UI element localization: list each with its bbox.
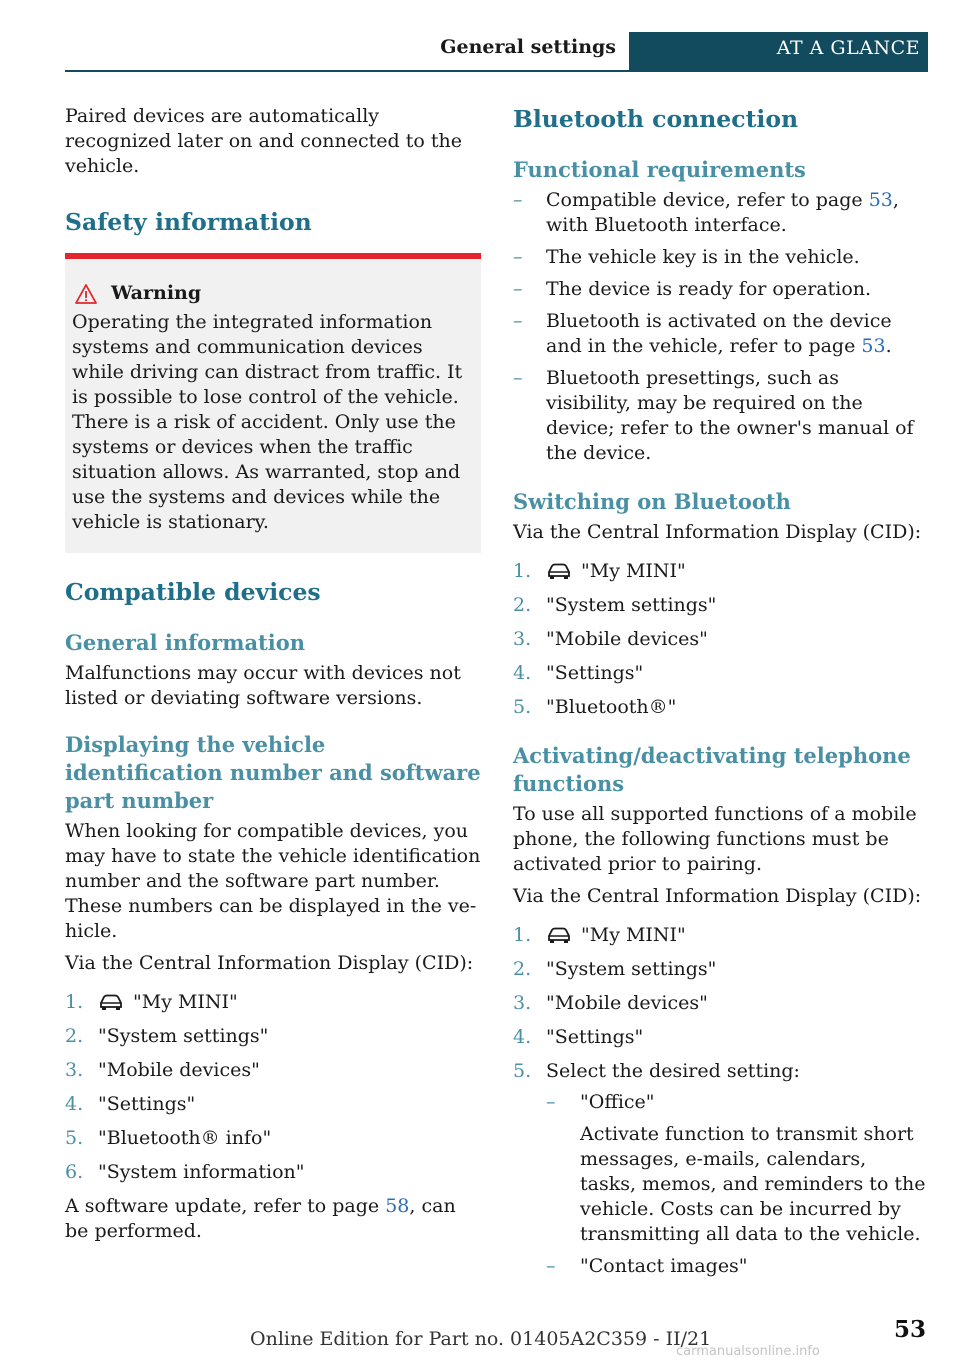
activate-body: To use all supported functions of a mobile phone, the following functions must be activated prior to pairing. xyxy=(513,803,917,875)
warning-body: Operating the integrated information systems and communication devices while driving can distract from traffic. It is possible to lose control of the vehicle. There is a risk of accident. Only use the systems or devices when the traffic situation allows. As warranted, stop and use the systems and devices while the vehicle is stationary. xyxy=(72,311,463,533)
step-text: "My MINI" xyxy=(581,924,686,946)
page-link-53[interactable]: 53 xyxy=(868,189,893,211)
right-column xyxy=(513,104,928,1288)
list-item: – The device is ready for operation. xyxy=(513,278,872,300)
vin-heading: Displaying the vehicle identification number and software part number xyxy=(65,732,481,813)
functional-requirements-heading: Functional requirements xyxy=(513,157,806,182)
activating-telephone-functions-heading: Activating/deactivating telephone functions xyxy=(513,743,911,796)
step-text: "System settings" xyxy=(546,958,717,980)
intro-paragraph: Paired devices are automatically recognized later on and connected to the vehicle. xyxy=(65,105,462,177)
list-item: – Compatible device, refer to page 53, with Bluetooth interface. xyxy=(513,189,899,236)
list-item xyxy=(65,1126,481,1151)
step-text: "My MINI" xyxy=(581,560,686,582)
list-item xyxy=(65,1160,481,1185)
via-cid-text: Via the Central Information Display (CID): xyxy=(513,521,922,543)
step-text: "Mobile devices" xyxy=(98,1059,260,1081)
step-number: 3. xyxy=(513,992,532,1014)
list-item xyxy=(65,1092,481,1117)
step-number: 1. xyxy=(513,924,532,946)
list-item xyxy=(513,1025,928,1050)
warning-title: Warning xyxy=(111,282,202,304)
list-item xyxy=(65,1024,481,1049)
step-number: 6. xyxy=(65,1161,84,1183)
left-column xyxy=(65,104,481,1251)
switching-on-bluetooth-heading: Switching on Bluetooth xyxy=(513,489,791,514)
step-text: "Mobile devices" xyxy=(546,628,708,650)
step-number: 5. xyxy=(513,1060,532,1082)
step-number: 4. xyxy=(65,1093,84,1115)
safety-heading: Safety information xyxy=(65,208,312,236)
option-label: "Contact images" xyxy=(580,1255,748,1277)
footer-edition: Online Edition for Part no. 01405A2C359 - II/21 xyxy=(250,1328,712,1350)
list-item xyxy=(513,1059,928,1279)
page-number: 53 xyxy=(894,1316,927,1343)
list-item xyxy=(513,957,928,982)
list-item xyxy=(513,991,928,1016)
step-number: 2. xyxy=(513,958,532,980)
step-number: 2. xyxy=(513,594,532,616)
step-number: 5. xyxy=(65,1127,84,1149)
software-update-text: A software update, refer to page 58, can be performed. xyxy=(65,1195,456,1242)
page-link-58[interactable]: 58 xyxy=(385,1195,410,1217)
vin-steps-list xyxy=(65,990,481,1185)
list-item xyxy=(513,559,928,584)
activate-steps-list xyxy=(513,923,928,1279)
list-item xyxy=(513,593,928,618)
step-number: 3. xyxy=(65,1059,84,1081)
step-text: "Settings" xyxy=(546,662,644,684)
list-item: – The vehicle key is in the vehicle. xyxy=(513,246,860,268)
list-item xyxy=(65,1058,481,1083)
step-text: Select the desired setting: xyxy=(546,1060,800,1082)
option-label: "Office" xyxy=(580,1091,655,1113)
step-number: 1. xyxy=(65,991,84,1013)
settings-options-list xyxy=(546,1090,928,1279)
vin-body: When looking for compatible devices, you may have to state the vehicle identification number and the software part number. These numbers can be displayed in the vehicle. xyxy=(65,820,481,942)
list-item: – "Office" Activate function to transmit short messages, e-mails, calendars, tasks, memos, and reminders to the vehicle. Costs can be incurred by transmitting all data to the vehicle. xyxy=(546,1090,928,1247)
step-text: "Bluetooth®" xyxy=(546,696,677,718)
list-item xyxy=(513,661,928,686)
step-text: "Settings" xyxy=(98,1093,196,1115)
header-section-title: General settings xyxy=(440,36,616,58)
header-rule xyxy=(65,70,928,72)
warning-box xyxy=(65,253,481,553)
step-text: "System information" xyxy=(98,1161,305,1183)
step-number: 3. xyxy=(513,628,532,650)
header-chapter-label: AT A GLANCE xyxy=(776,37,920,59)
list-item xyxy=(513,695,928,720)
car-icon xyxy=(546,562,572,580)
list-item xyxy=(513,923,928,948)
step-text: "My MINI" xyxy=(133,991,238,1013)
page-link-53[interactable]: 53 xyxy=(861,335,886,357)
step-number: 2. xyxy=(65,1025,84,1047)
option-description: Activate function to transmit short messages, e-mails, calendars, tasks, memos, and reminders to the vehicle. Costs can be incurred by transmitting all data to the vehicle. xyxy=(580,1123,926,1245)
step-number: 4. xyxy=(513,662,532,684)
list-item xyxy=(513,627,928,652)
car-icon xyxy=(98,993,124,1011)
general-information-body: Malfunctions may occur with devices not listed or deviating software versions. xyxy=(65,662,461,709)
bluetooth-connection-heading: Bluetooth connection xyxy=(513,105,799,133)
header-chapter-tab xyxy=(629,32,928,70)
via-cid-text: Via the Central Information Display (CID): xyxy=(65,952,474,974)
compatible-devices-heading: Compatible devices xyxy=(65,578,321,606)
car-icon xyxy=(546,926,572,944)
step-number: 5. xyxy=(513,696,532,718)
step-number: 4. xyxy=(513,1026,532,1048)
list-item: – Bluetooth presettings, such as visibility, may be required on the device; refer to the owner's manual of the device. xyxy=(513,367,914,464)
watermark: carmanualsonline.info xyxy=(676,1344,820,1359)
requirements-list xyxy=(513,188,928,466)
list-item: – Bluetooth is activated on the device and in the vehicle, refer to page 53. xyxy=(513,310,892,357)
list-item xyxy=(65,990,481,1015)
step-text: "System settings" xyxy=(546,594,717,616)
step-text: "Settings" xyxy=(546,1026,644,1048)
warning-triangle-icon xyxy=(75,284,97,304)
step-number: 1. xyxy=(513,560,532,582)
general-information-heading: General information xyxy=(65,630,306,655)
list-item: – "Contact images" xyxy=(546,1254,928,1279)
step-text: "System settings" xyxy=(98,1025,269,1047)
via-cid-text-2: Via the Central Information Display (CID): xyxy=(513,885,922,907)
step-text: "Bluetooth® info" xyxy=(98,1127,272,1149)
switch-steps-list xyxy=(513,559,928,720)
step-text: "Mobile devices" xyxy=(546,992,708,1014)
